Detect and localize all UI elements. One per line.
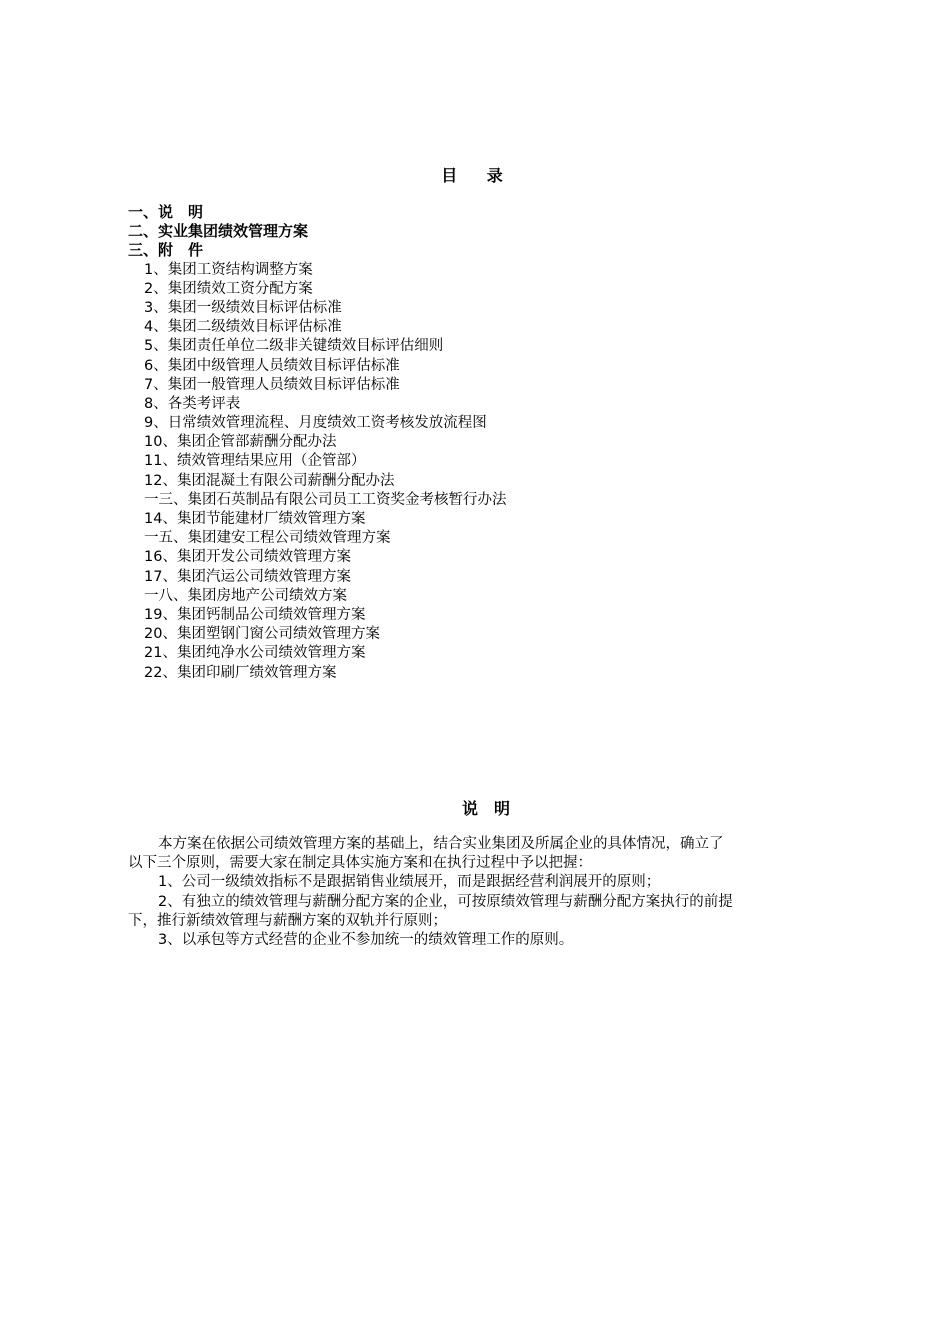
toc-item: 6、集团中级管理人员绩效目标评估标准	[144, 357, 400, 374]
explanation-title: 说 明	[461, 799, 510, 818]
toc-section-explanation: 一、说 明	[128, 203, 204, 221]
principle-text: 1、公司一级绩效指标不是跟据销售业绩展开，而是跟据经营利润展开的原则；	[158, 874, 661, 891]
toc-item: 16、集团开发公司绩效管理方案	[144, 549, 351, 566]
toc-title: 目 录	[441, 166, 515, 185]
toc-item: 5、集团责任单位二级非关键绩效目标评估细则	[144, 338, 444, 355]
toc-item: 一三、集团石英制品有限公司员工工资奖金考核暂行办法	[144, 491, 507, 508]
toc-item: 20、集团塑钢门窗公司绩效管理方案	[144, 626, 380, 643]
toc-item: 11、绩效管理结果应用（企管部）	[144, 453, 366, 470]
toc-item: 一八、集团房地产公司绩效方案	[144, 587, 347, 604]
toc-item: 22、集团印刷厂绩效管理方案	[144, 664, 337, 681]
table-of-contents	[128, 203, 828, 683]
toc-item: 8、各类考评表	[144, 395, 241, 412]
toc-item: 10、集团企管部薪酬分配办法	[144, 434, 337, 451]
toc-item: 21、集团纯净水公司绩效管理方案	[144, 645, 366, 662]
toc-section-attachments: 三、附 件	[128, 241, 204, 260]
principle-1	[128, 873, 828, 892]
toc-item: 12、集团混凝土有限公司薪酬分配办法	[144, 472, 395, 489]
principle-text: 3、以承包等方式经营的企业不参加统一的绩效管理工作的原则。	[158, 932, 574, 949]
toc-item: 9、日常绩效管理流程、月度绩效工资考核发放流程图	[144, 415, 487, 432]
toc-item: 14、集团节能建材厂绩效管理方案	[144, 511, 366, 527]
toc-item: 2、集团绩效工资分配方案	[144, 280, 313, 297]
toc-item: 17、集团汽运公司绩效管理方案	[144, 568, 351, 585]
toc-item: 一五、集团建安工程公司绩效管理方案	[144, 530, 391, 547]
intro-line: 以下三个原则，需要大家在制定具体实施方案和在执行过程中予以把握：	[128, 855, 592, 872]
principle-text: 2、有独立的绩效管理与薪酬分配方案的企业，可按原绩效管理与薪酬分配方案执行的前提	[158, 893, 733, 910]
toc-item: 1、集团工资结构调整方案	[144, 261, 313, 278]
toc-item: 19、集团钙制品公司绩效管理方案	[144, 606, 366, 623]
principle-text: 下，推行新绩效管理与薪酬方案的双轨并行原则；	[128, 912, 447, 929]
toc-item: 4、集团二级绩效目标评估标准	[144, 319, 342, 336]
principle-3	[128, 931, 828, 950]
intro-paragraph	[128, 835, 828, 873]
toc-item: 3、集团一级绩效目标评估标准	[144, 299, 342, 316]
principle-2	[128, 893, 828, 931]
intro-line: 本方案在依据公司绩效管理方案的基础上，结合实业集团及所属企业的具体情况，确立了	[158, 836, 724, 852]
explanation-body	[128, 835, 828, 950]
toc-section-plan: 二、实业集团绩效管理方案	[128, 222, 309, 241]
toc-item: 7、集团一般管理人员绩效目标评估标准	[144, 376, 400, 393]
